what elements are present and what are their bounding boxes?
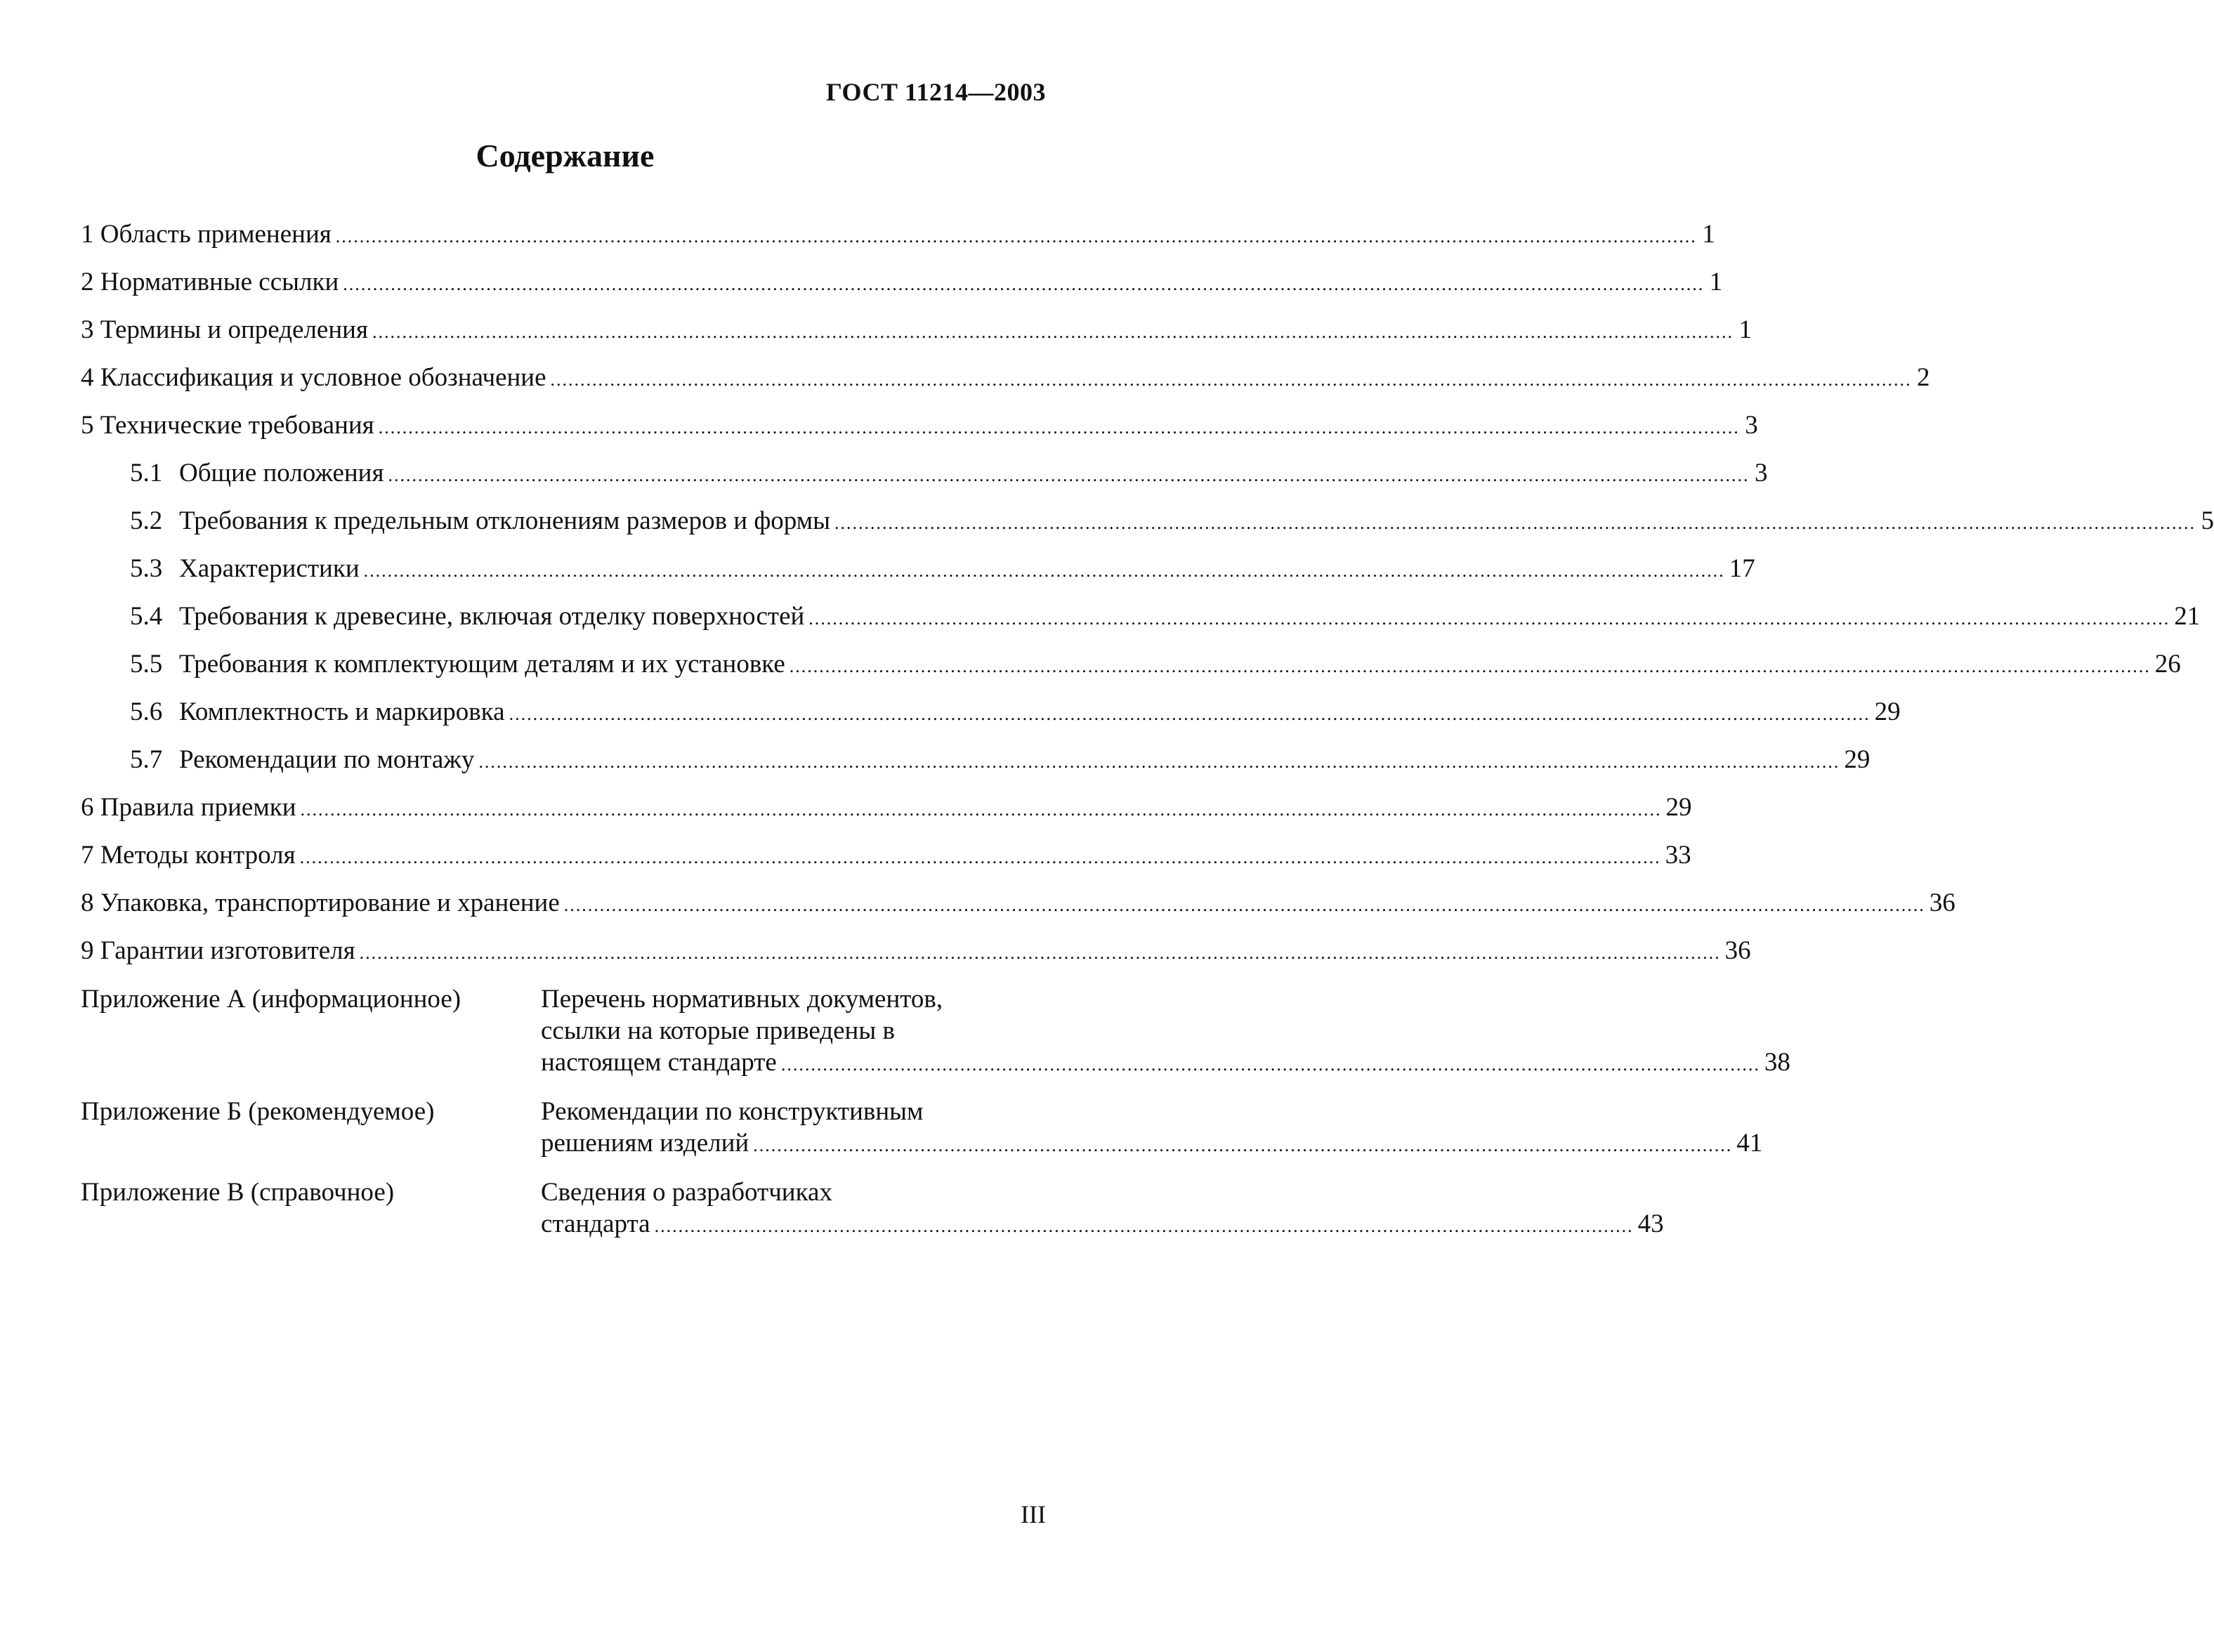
dot-leader (379, 404, 1740, 452)
toc-entry-2[interactable] (81, 258, 1723, 306)
toc-entry-page: 2 (1917, 363, 1930, 392)
toc-entry-5-3[interactable] (81, 545, 1755, 593)
dot-leader (551, 356, 1912, 404)
toc-appendix-c[interactable] (81, 1176, 1664, 1242)
toc-appendix-b[interactable] (81, 1096, 1763, 1161)
toc-entry-page: 29 (1665, 793, 1692, 822)
toc-entry-7[interactable] (81, 832, 1691, 879)
dot-leader (790, 643, 2151, 690)
toc-entry-page: 3 (1745, 411, 1758, 440)
toc-entry-page: 1 (1709, 268, 1723, 296)
appendix-page: 43 (1637, 1210, 1664, 1238)
dot-leader (509, 690, 1871, 738)
toc-entry-label: 7 Методы контроля (81, 841, 296, 870)
toc-entry-label: 5.4 Требования к древесине, включая отделку поверхностей (130, 602, 805, 631)
dot-leader (781, 1049, 1760, 1080)
toc-entry-page: 17 (1729, 554, 1755, 583)
dot-leader (301, 786, 1662, 834)
appendix-title: Рекомендации по конструктивным решениям изделий ..... 41 (541, 1096, 1762, 1161)
toc-entry-5-1[interactable] (81, 450, 1768, 497)
toc-entry-page: 1 (1702, 220, 1715, 249)
dot-leader (753, 1129, 1732, 1161)
toc-entry-page: 29 (1874, 697, 1901, 726)
dot-leader (388, 452, 1749, 499)
appendix-title: Сведения о разработчиках стандарта ..... 43 (541, 1176, 1664, 1242)
toc-entry-label: 5.3 Характеристики (130, 554, 360, 583)
toc-entry-6[interactable] (81, 784, 1692, 832)
toc-entry-label: 3 Термины и определения (81, 315, 368, 344)
dot-leader (655, 1210, 1634, 1242)
page-number: III (1021, 1500, 1046, 1528)
toc-entry-label: 5.2 Требования к предельным отклонениям размеров и формы (130, 506, 831, 535)
toc-entry-page: 21 (2174, 602, 2201, 631)
dot-leader (300, 834, 1661, 881)
toc-entry-label: 6 Правила приемки (81, 793, 296, 822)
toc-entry-1[interactable] (81, 211, 1715, 258)
toc-entry-5-6[interactable] (81, 688, 1901, 736)
document-code: ГОСТ 11214—2003 (826, 78, 1046, 106)
toc-entry-label: 5.1 Общие положения (130, 459, 384, 487)
toc-entry-label: 5.6 Комплектность и маркировка (130, 697, 505, 726)
toc-entry-9[interactable] (81, 927, 1751, 975)
dot-leader (336, 213, 1697, 261)
dot-leader (372, 308, 1734, 356)
toc-entry-page: 36 (1929, 889, 1956, 917)
toc-appendix-a[interactable] (81, 983, 1790, 1080)
toc-entry-page: 3 (1754, 459, 1768, 487)
dot-leader (360, 929, 1721, 977)
toc-entry-page: 33 (1665, 841, 1691, 870)
dot-leader (364, 547, 1725, 595)
toc-entry-page: 26 (2154, 650, 2181, 678)
page-title: Содержание (476, 138, 655, 173)
toc-entry-label: 1 Область применения (81, 220, 332, 249)
toc-entry-page: 36 (1724, 936, 1751, 965)
toc-entry-page: 1 (1738, 315, 1752, 344)
toc-entry-page: 29 (1844, 745, 1871, 774)
appendix-page: 38 (1764, 1048, 1790, 1077)
dot-leader (834, 499, 2196, 547)
toc-entry-label: 9 Гарантии изготовителя (81, 936, 355, 965)
toc-entry-4[interactable] (81, 354, 1930, 402)
toc-entry-5-2[interactable] (81, 497, 2214, 545)
appendix-page: 41 (1736, 1129, 1763, 1158)
dot-leader (564, 881, 1925, 929)
appendix-label: Приложение Б (рекомендуемое) (81, 1097, 435, 1126)
toc-entry-label: 5.5 Требования к комплектующим деталям и их установке (130, 650, 785, 678)
toc-entry-5-5[interactable] (81, 641, 2181, 688)
toc-entry-5-7[interactable] (81, 736, 1871, 784)
toc-entry-3[interactable] (81, 306, 1752, 354)
toc-entry-8[interactable] (81, 879, 1956, 927)
toc-entry-label: 4 Классификация и условное обозначение (81, 363, 546, 392)
appendix-label: Приложение В (справочное) (81, 1178, 395, 1207)
toc-entry-5[interactable] (81, 402, 1758, 450)
dot-leader (808, 595, 2170, 643)
toc-entry-5-4[interactable] (81, 593, 2201, 641)
toc-entry-label: 2 Нормативные ссылки (81, 268, 339, 296)
appendix-label: Приложение А (информационное) (81, 985, 461, 1014)
toc-entry-label: 5.7 Рекомендации по монтажу (130, 745, 475, 774)
toc-entry-label: 5 Технические требования (81, 411, 374, 440)
dot-leader (343, 261, 1704, 308)
toc-entry-label: 8 Упаковка, транспортирование и хранение (81, 889, 560, 917)
appendix-title: Перечень нормативных документов, ссылки на которые приведены в настоящем стандарте ..... 38 (541, 983, 1790, 1080)
dot-leader (478, 738, 1840, 786)
table-of-contents (81, 211, 2214, 1242)
toc-entry-page: 5 (2201, 506, 2214, 535)
